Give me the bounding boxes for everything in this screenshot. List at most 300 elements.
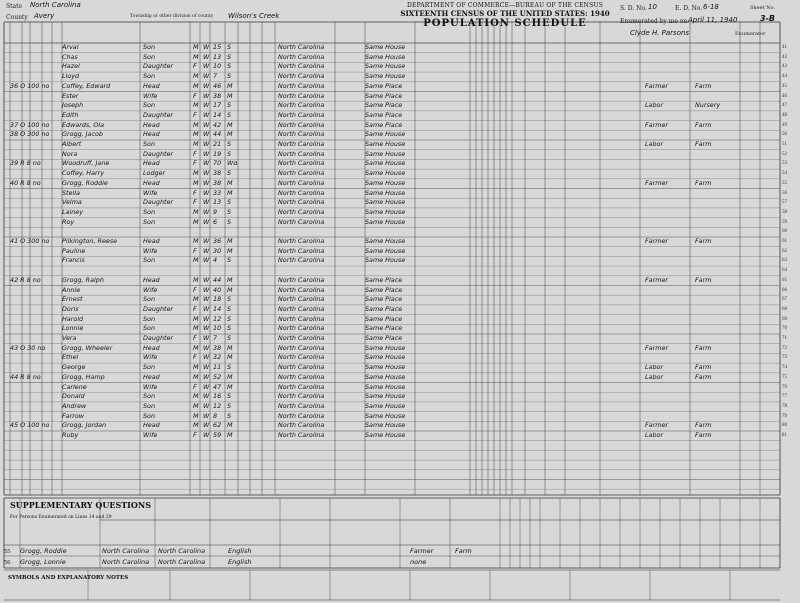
line-number: 63 [782, 258, 787, 264]
cell-res: Same House [365, 130, 406, 139]
enumerated-date: April 11, 1940 [688, 16, 738, 24]
cell-sex: F [193, 353, 197, 362]
cell-pob: North Carolina [278, 304, 325, 313]
cell-pob: North Carolina [278, 275, 325, 284]
cell-age: 11 [213, 363, 222, 372]
cell-pob: North Carolina [278, 246, 325, 255]
supplementary-row [0, 557, 780, 568]
supp-cell-ind: Farm [455, 547, 472, 555]
cell-ms: S [227, 43, 232, 51]
cell-ms: S [227, 304, 232, 313]
supplementary-title: SUPPLEMENTARY QUESTIONS [10, 500, 151, 510]
census-title: SIXTEENTH CENSUS OF THE UNITED STATES: 1940 [400, 9, 610, 18]
cell-res: Same House [365, 372, 406, 381]
cell-name: Edith [62, 110, 79, 119]
cell-rel: Wife [143, 382, 158, 391]
table-row [0, 246, 787, 256]
cell-rel: Head [143, 275, 160, 284]
table-row [0, 382, 787, 392]
cell-ms: M [227, 431, 233, 439]
cell-name: Roy [62, 217, 75, 226]
cell-age: 44 [213, 130, 222, 139]
cell-sex: M [193, 372, 199, 381]
cell-race: W [203, 140, 210, 148]
cell-age: 38 [213, 178, 222, 187]
cell-name: Nora [62, 149, 78, 158]
cell-pob: North Carolina [278, 401, 325, 410]
cell-sex: F [193, 159, 197, 168]
table-row [0, 120, 787, 130]
supplementary-subtitle: For Persons Enumerated on Lines 14 and 29 [10, 515, 112, 520]
cell-rel: Son [143, 411, 156, 420]
cell-sex: M [193, 295, 199, 304]
table-row [0, 130, 787, 139]
cell-name: Edwards, Ola [62, 120, 105, 129]
supplementary-row [0, 546, 780, 557]
cell-sex: F [193, 382, 197, 391]
cell-ms: M [227, 178, 233, 187]
line-number: 73 [782, 355, 787, 361]
cell-res: Same Place [365, 110, 403, 119]
cell-ms: S [227, 149, 232, 158]
line-number: 50 [782, 132, 787, 138]
cell-sex: M [193, 178, 199, 187]
cell-sex: M [193, 256, 199, 265]
cell-rel: Daughter [143, 304, 174, 313]
cell-name: Vera [62, 334, 77, 342]
cell-pob: North Carolina [278, 43, 325, 51]
cell-res: Same House [365, 140, 406, 148]
line-number: 61 [782, 239, 787, 244]
line-number: 76 [782, 384, 787, 390]
cell-race: W [203, 421, 210, 430]
cell-rel: Wife [143, 285, 158, 294]
cell-res: Same House [365, 343, 406, 352]
department-title: DEPARTMENT OF COMMERCE—BUREAU OF THE CENSUS [406, 2, 604, 9]
cell-rel: Son [143, 72, 156, 81]
cell-ms: S [227, 62, 232, 71]
table-row [0, 372, 787, 382]
line-number: 54 [782, 171, 787, 177]
table-row [0, 343, 787, 353]
cell-name: Coffey, Edward [62, 81, 111, 90]
cell-pob: North Carolina [278, 392, 325, 401]
table-row [0, 91, 787, 101]
cell-ms: M [227, 130, 233, 139]
cell-race: W [203, 188, 210, 197]
cell-res: Same House [365, 188, 406, 197]
cell-age: 17 [213, 101, 222, 110]
cell-rel: Daughter [143, 198, 174, 207]
line-number: 65 [782, 277, 787, 283]
cell-sex: M [193, 140, 199, 148]
cell-pob: North Carolina [278, 178, 325, 187]
cell-ms: M [227, 81, 233, 90]
cell-ind: Farm [695, 140, 712, 148]
table-row [0, 198, 787, 207]
cell-res: Same Place [365, 314, 403, 323]
cell-house: 36 O 100 no [10, 81, 50, 90]
cell-rel: Daughter [143, 110, 174, 119]
cell-ms: S [227, 198, 232, 207]
cell-res: Same House [365, 431, 406, 439]
cell-sex: F [193, 198, 197, 207]
cell-sex: M [193, 207, 199, 216]
table-row [0, 324, 787, 333]
cell-race: W [203, 52, 210, 61]
cell-sex: M [193, 275, 199, 284]
line-number: 77 [782, 394, 787, 400]
schedule-title: POPULATION SCHEDULE [423, 18, 587, 29]
cell-name: Donald [62, 392, 85, 401]
cell-race: W [203, 334, 210, 342]
cell-name: Francis [62, 256, 85, 265]
cell-ms: Wd [227, 159, 237, 168]
cell-house: 42 R 8 no [10, 275, 41, 284]
cell-sex: M [193, 421, 199, 430]
line-number: 53 [782, 161, 787, 167]
cell-occ: Labor [645, 431, 664, 439]
cell-race: W [203, 304, 210, 313]
line-number: 71 [782, 336, 787, 341]
cell-age: 9 [213, 207, 218, 216]
cell-res: Same House [365, 421, 406, 430]
cell-rel: Son [143, 401, 156, 410]
cell-sex: F [193, 62, 197, 71]
cell-race: W [203, 343, 210, 352]
cell-sex: M [193, 401, 199, 410]
cell-res: Same Place [365, 285, 403, 294]
cell-pob: North Carolina [278, 188, 325, 197]
cell-age: 38 [213, 169, 222, 178]
line-number: 51 [782, 142, 787, 147]
cell-pob: North Carolina [278, 363, 325, 372]
cell-sex: M [193, 169, 199, 178]
cell-race: W [203, 256, 210, 265]
line-number: 60 [782, 229, 787, 235]
cell-pob: North Carolina [278, 431, 325, 439]
cell-name: Coffey, Harry [62, 169, 105, 178]
line-number: 46 [782, 93, 787, 99]
table-row [0, 353, 787, 362]
cell-rel: Head [143, 178, 160, 187]
cell-sex: M [193, 343, 199, 352]
table-row [0, 207, 787, 217]
table-row [0, 227, 787, 236]
cell-race: W [203, 401, 210, 410]
cell-race: W [203, 159, 210, 168]
cell-occ: Labor [645, 372, 664, 381]
cell-age: 42 [213, 120, 222, 129]
table-row [0, 266, 787, 275]
cell-res: Same Place [365, 91, 403, 100]
cell-res: Same Place [365, 324, 403, 333]
cell-ms: S [227, 72, 232, 81]
cell-race: W [203, 101, 210, 110]
supp-cell-name: Grogg, Lonnie [20, 558, 66, 566]
cell-age: 12 [213, 314, 222, 323]
cell-occ: Labor [645, 101, 664, 110]
cell-house: 45 O 100 no [10, 421, 50, 430]
table-row [0, 140, 787, 149]
cell-res: Same House [365, 401, 406, 410]
cell-race: W [203, 324, 210, 333]
cell-rel: Head [143, 130, 160, 139]
cell-name: Carlene [62, 382, 87, 391]
cell-race: W [203, 130, 210, 139]
cell-ms: M [227, 120, 233, 129]
cell-pob: North Carolina [278, 237, 325, 245]
line-number: 48 [782, 112, 787, 118]
cell-name: Lloyd [62, 72, 80, 81]
table-row [0, 314, 787, 324]
cell-name: Velma [62, 198, 82, 207]
cell-name: Chas [62, 52, 78, 61]
cell-ms: S [227, 140, 232, 148]
line-number: 72 [782, 345, 787, 351]
cell-race: W [203, 246, 210, 255]
cell-name: Pauline [62, 246, 86, 255]
cell-rel: Wife [143, 91, 158, 100]
cell-rel: Head [143, 81, 160, 90]
cell-age: 7 [213, 334, 218, 342]
cell-sex: F [193, 188, 197, 197]
cell-pob: North Carolina [278, 217, 325, 226]
supp-cell-father: North Carolina [102, 547, 150, 555]
cell-sex: M [193, 314, 199, 323]
cell-race: W [203, 353, 210, 362]
cell-pob: North Carolina [278, 120, 325, 129]
cell-ind: Farm [695, 275, 712, 284]
cell-sex: M [193, 101, 199, 110]
cell-res: Same House [365, 178, 406, 187]
cell-sex: M [193, 72, 199, 81]
cell-rel: Son [143, 43, 156, 51]
cell-name: Stella [62, 188, 80, 197]
table-row [0, 110, 787, 120]
cell-race: W [203, 295, 210, 304]
cell-name: Lonnie [62, 324, 84, 333]
cell-rel: Head [143, 421, 160, 430]
cell-ms: S [227, 392, 232, 401]
township-label: Township or other division of county [130, 14, 214, 19]
enumerator-name: Clyde H. Parsons [630, 29, 690, 37]
cell-sex: M [193, 324, 199, 333]
state-value: North Carolina [30, 1, 81, 9]
cell-rel: Wife [143, 188, 158, 197]
cell-race: W [203, 363, 210, 372]
cell-age: 40 [213, 285, 222, 294]
cell-res: Same House [365, 392, 406, 401]
cell-ms: S [227, 256, 232, 265]
cell-sex: M [193, 217, 199, 226]
cell-sex: F [193, 110, 197, 119]
cell-name: Ruby [62, 431, 79, 439]
cell-sex: M [193, 43, 199, 51]
cell-age: 6 [213, 217, 218, 226]
cell-ms: S [227, 324, 232, 333]
cell-age: 70 [213, 159, 222, 168]
table-row [0, 72, 787, 81]
cell-pob: North Carolina [278, 91, 325, 100]
cell-race: W [203, 431, 210, 439]
table-row [0, 169, 787, 178]
cell-sex: F [193, 334, 197, 342]
cell-name: Grogg, Wheeler [62, 343, 113, 352]
cell-age: 13 [213, 52, 222, 61]
cell-race: W [203, 392, 210, 401]
cell-rel: Son [143, 314, 156, 323]
cell-race: W [203, 285, 210, 294]
cell-ms: S [227, 295, 232, 304]
cell-name: Joseph [62, 101, 84, 110]
table-row [0, 285, 787, 295]
cell-rel: Son [143, 392, 156, 401]
cell-rel: Wife [143, 353, 158, 362]
line-number: 74 [782, 365, 787, 371]
table-row [0, 43, 787, 52]
line-number: 69 [782, 316, 787, 322]
cell-res: Same House [365, 382, 406, 391]
cell-pob: North Carolina [278, 198, 325, 207]
cell-pob: North Carolina [278, 72, 325, 81]
cell-pob: North Carolina [278, 169, 325, 178]
cell-age: 52 [213, 372, 222, 381]
cell-res: Same House [365, 62, 406, 71]
cell-occ: Farmer [645, 120, 669, 129]
cell-ms: S [227, 334, 232, 342]
cell-age: 33 [213, 188, 222, 197]
cell-age: 46 [213, 81, 222, 90]
cell-age: 15 [213, 43, 222, 51]
cell-ms: M [227, 382, 233, 391]
table-row [0, 81, 787, 91]
cell-pob: North Carolina [278, 256, 325, 265]
cell-name: Ethel [62, 353, 79, 362]
cell-res: Same House [365, 52, 406, 61]
cell-house: 44 R 8 no [10, 372, 41, 381]
cell-race: W [203, 120, 210, 129]
cell-ms: S [227, 314, 232, 323]
line-number: 80 [782, 423, 787, 429]
supp-cell-mother: North Carolina [158, 547, 206, 555]
cell-res: Same House [365, 353, 406, 362]
cell-rel: Daughter [143, 334, 174, 342]
line-number: 56 [782, 190, 787, 196]
sd-value: 10 [648, 3, 657, 11]
table-row [0, 304, 787, 314]
cell-pob: North Carolina [278, 159, 325, 168]
county-value: Avery [34, 12, 55, 20]
cell-age: 38 [213, 91, 222, 100]
cell-name: Albert [62, 140, 82, 148]
cell-rel: Son [143, 101, 156, 110]
cell-ms: S [227, 110, 232, 119]
supp-cell-line: 56 [4, 559, 11, 566]
cell-ind: Farm [695, 343, 712, 352]
line-number: 57 [782, 200, 787, 206]
cell-race: W [203, 382, 210, 391]
line-number: 79 [782, 413, 787, 419]
cell-sex: M [193, 130, 199, 139]
table-row [0, 295, 787, 304]
cell-race: W [203, 62, 210, 71]
cell-race: W [203, 110, 210, 119]
cell-res: Same House [365, 256, 406, 265]
cell-ms: S [227, 207, 232, 216]
cell-ms: S [227, 101, 232, 110]
cell-ms: M [227, 343, 233, 352]
cell-sex: M [193, 411, 199, 420]
cell-age: 44 [213, 275, 222, 284]
cell-name: Pilkington, Reese [62, 237, 118, 245]
cell-age: 38 [213, 343, 222, 352]
cell-pob: North Carolina [278, 295, 325, 304]
title-block [400, 2, 610, 29]
ed-label: E. D. No. [675, 5, 703, 12]
cell-rel: Head [143, 237, 160, 245]
line-number: 66 [782, 287, 787, 293]
cell-name: Grogg, Jacob [62, 130, 103, 139]
cell-pob: North Carolina [278, 101, 325, 110]
cell-house: 43 O 30 no [10, 343, 46, 352]
cell-sex: M [193, 392, 199, 401]
table-row [0, 421, 787, 430]
cell-rel: Son [143, 217, 156, 226]
cell-sex: F [193, 149, 197, 158]
cell-ms: M [227, 237, 233, 245]
cell-ms: S [227, 169, 232, 178]
cell-ind: Farm [695, 178, 712, 187]
cell-res: Same Place [365, 275, 403, 284]
cell-race: W [203, 217, 210, 226]
cell-ind: Farm [695, 120, 712, 129]
cell-race: W [203, 237, 210, 245]
cell-res: Same House [365, 217, 406, 226]
cell-occ: Labor [645, 363, 664, 372]
supp-cell-occ: Farmer [410, 547, 434, 555]
cell-rel: Head [143, 159, 160, 168]
cell-rel: Lodger [143, 169, 166, 178]
cell-ms: S [227, 401, 232, 410]
cell-age: 36 [213, 237, 222, 245]
cell-sex: F [193, 431, 197, 439]
cell-age: 32 [213, 353, 222, 362]
cell-age: 62 [213, 421, 222, 430]
sheet-value: 3-B [760, 14, 775, 23]
cell-pob: North Carolina [278, 421, 325, 430]
cell-res: Same House [365, 169, 406, 178]
table-row [0, 101, 787, 110]
cell-race: W [203, 81, 210, 90]
sheet-label: Sheet No. [750, 5, 776, 11]
cell-res: Same House [365, 43, 406, 51]
cell-age: 14 [213, 110, 222, 119]
line-number: 47 [782, 103, 787, 109]
cell-rel: Daughter [143, 149, 174, 158]
cell-ms: M [227, 188, 233, 197]
cell-rel: Son [143, 295, 156, 304]
cell-ms: M [227, 91, 233, 100]
cell-name: Woodruff, Jane [62, 159, 110, 168]
cell-race: W [203, 149, 210, 158]
cell-ind: Farm [695, 421, 712, 430]
line-number: 55 [782, 180, 787, 186]
cell-sex: M [193, 52, 199, 61]
cell-house: 41 O 300 no [10, 237, 50, 245]
cell-occ: Farmer [645, 275, 669, 284]
cell-occ: Farmer [645, 178, 669, 187]
